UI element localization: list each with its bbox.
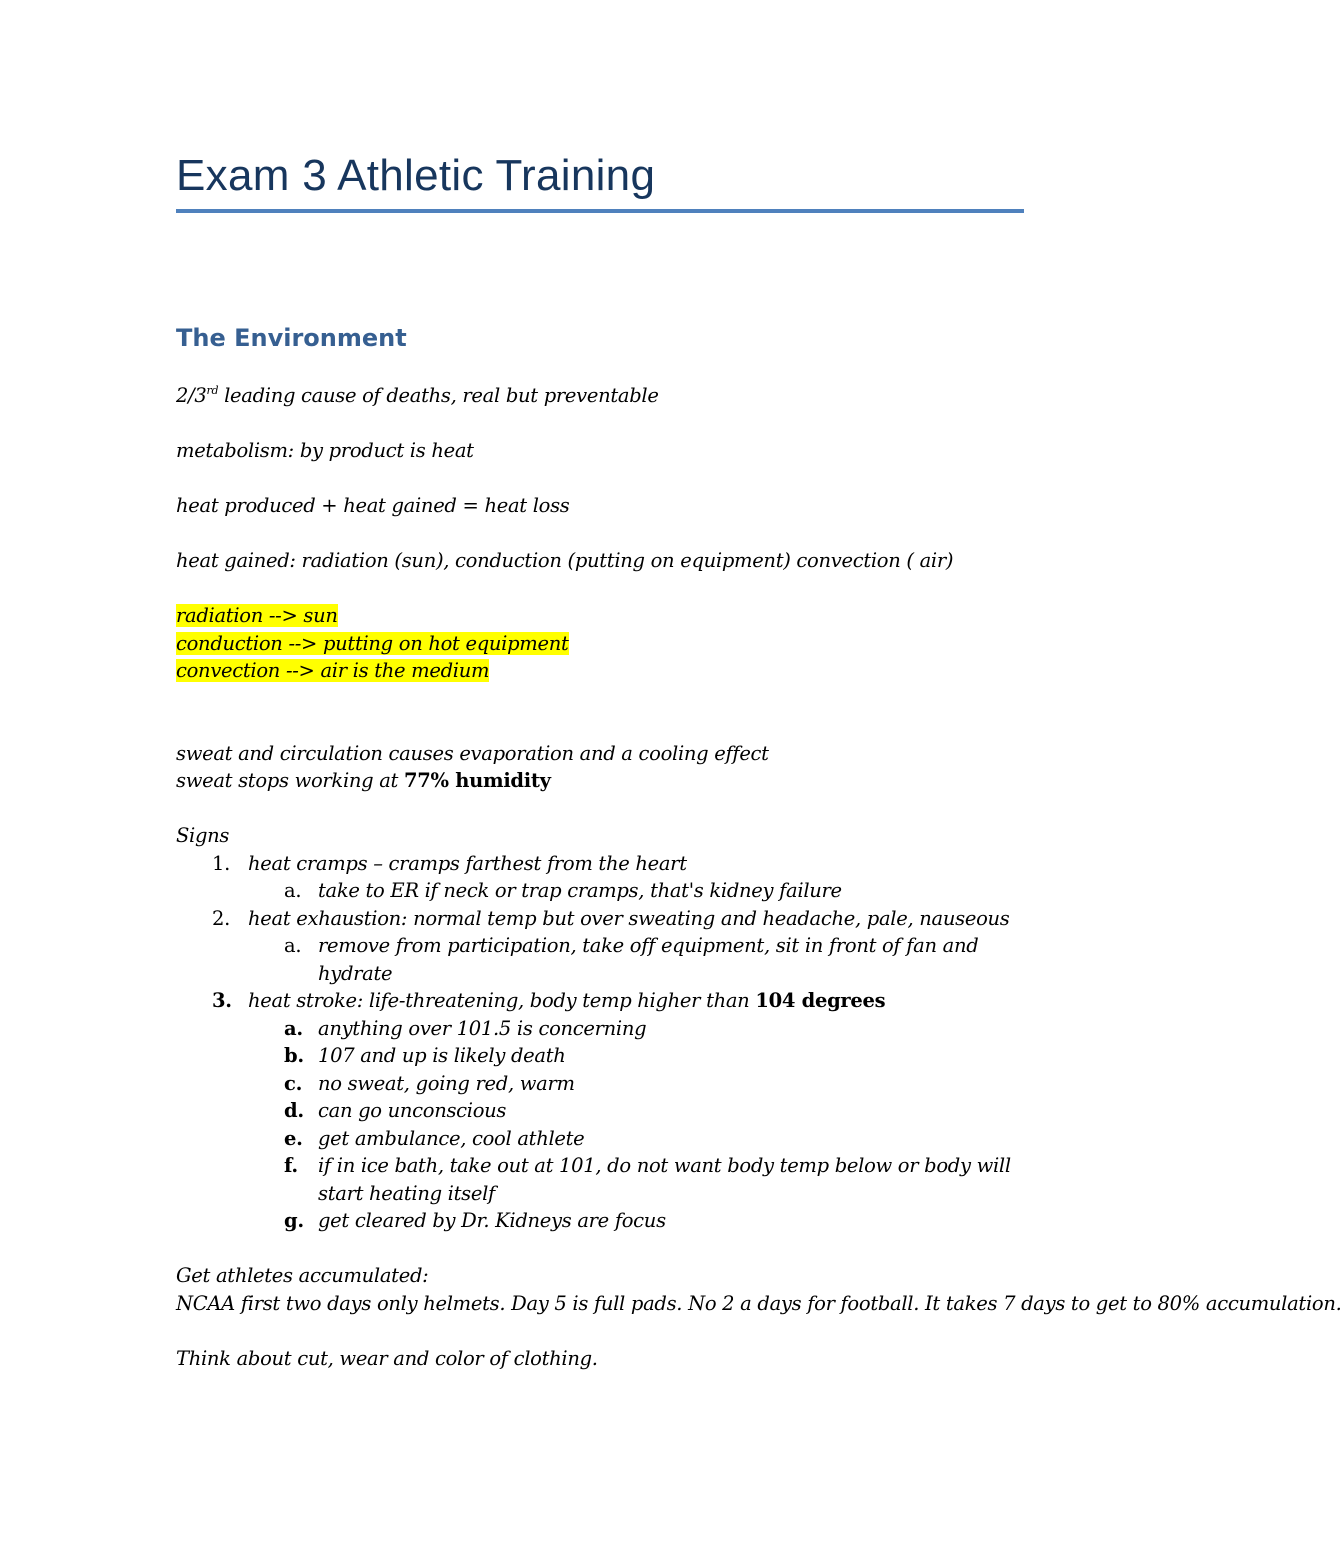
list-item: 1. heat cramps – cramps farthest from the heart [212,851,687,875]
section-heading: The Environment [176,324,407,352]
list-item: 2. heat exhaustion: normal temp but over sweating and headache, pale, nauseous [212,906,1010,930]
closing-line: Think about cut, wear and color of clothing. [176,1346,598,1370]
list-item: a. take to ER if neck or trap cramps, that's kidney failure [284,879,842,902]
list-item: a. anything over 101.5 is concerning [284,1016,647,1040]
intro-line: 2/3rd leading cause of deaths, real but preventable [176,384,659,407]
highlight-radiation: radiation --> sun [176,604,338,627]
title-underline [176,209,1024,213]
sweat-line-2: sweat stops working at 77% humidity [176,769,551,792]
highlight-conduction: conduction --> putting on hot equipment [176,631,569,655]
list-item: e. get ambulance, cool athlete [284,1126,585,1150]
list-item: 3. heat stroke: life-threatening, body temp higher than 104 degrees [212,989,886,1012]
sweat-line-1: sweat and circulation causes evaporation and a cooling effect [176,741,769,765]
document-body [176,382,1341,1372]
highlight-convection: convection --> air is the medium [176,659,490,682]
acclimatization-text: NCAA first two days only helmets. Day 5 is full pads. No 2 a days for football. It takes 7 days to get to 80% accumulation. [176,1291,1341,1315]
list-item: b. 107 and up is likely death [284,1044,566,1067]
document-page [176,0,1341,1553]
list-item: d. can go unconscious [284,1099,507,1122]
signs-label: Signs [176,824,230,847]
list-item: f. if in ice bath, take out at 101, do not want body temp below or body will start heating itself [284,1154,1011,1205]
list-item: c. no sweat, going red, warm [284,1071,575,1095]
signs-list [176,850,1024,1235]
metabolism-line: metabolism: by product is heat [176,439,474,462]
acclimatization-label: Get athletes accumulated: [176,1264,429,1287]
document-title: Exam 3 Athletic Training [176,151,656,200]
heat-balance-line: heat produced + heat gained = heat loss [176,494,570,517]
list-item: a. remove from participation, take off equipment, sit in front of fan and hydrate [284,934,979,985]
list-item: g. get cleared by Dr. Kidneys are focus [284,1209,666,1232]
heat-gained-line: heat gained: radiation (sun), conduction (putting on equipment) convection ( air) [176,549,954,572]
